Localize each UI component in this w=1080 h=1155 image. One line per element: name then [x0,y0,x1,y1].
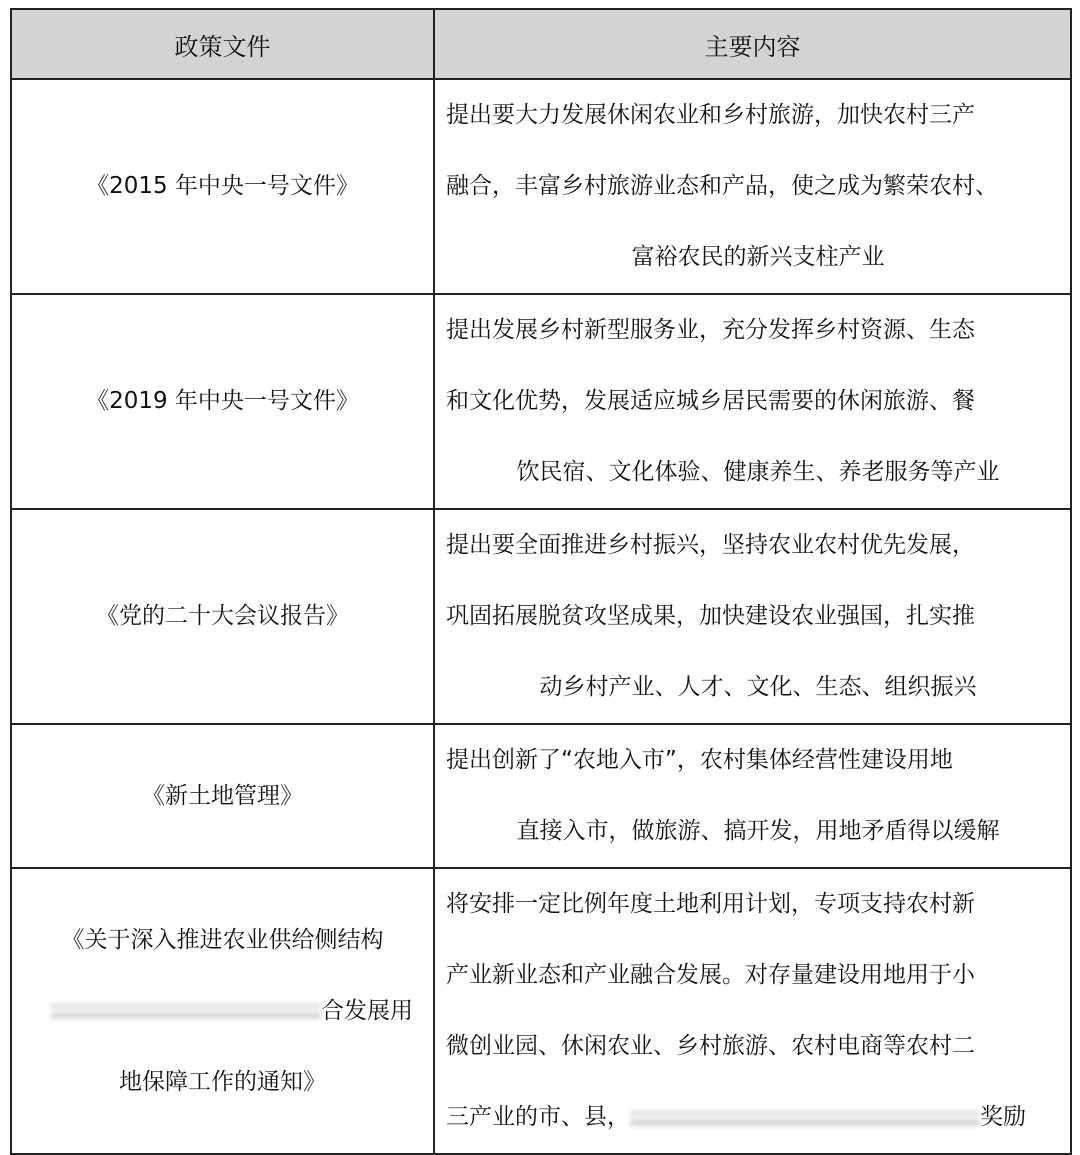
table-row [11,294,1071,509]
content-line: 和文化优势，发展适应城乡居民需要的休闲旅游、餐 [446,388,975,414]
content-line: 微创业园、休闲农业、乡村旅游、农村电商等农村二 [446,1033,975,1059]
content-line: 奖励 [980,1104,1026,1130]
content-line: 产业新业态和产业融合发展。对存量建设用地用于小 [446,962,975,988]
policy-document-cell [11,724,434,868]
content-line: 将安排一定比例年度土地利用计划，专项支持农村新 [446,891,975,917]
main-content-cell [434,294,1071,509]
header-main-content: 主要内容 [434,9,1071,79]
policy-document-name: 《新土地管理》 [142,782,303,809]
policy-document-name: 地保障工作的通知》 [119,1068,326,1095]
main-content-cell [434,724,1071,868]
blurred-text [630,1108,980,1128]
content-line: 融合，丰富乡村旅游业态和产品，使之成为繁荣农村、 [446,173,998,199]
policy-document-cell [11,868,434,1154]
policy-document-cell [11,79,434,294]
policy-document-name: 《2015 年中央一号文件》 [86,173,359,199]
content-line: 动乡村产业、人才、文化、生态、组织振兴 [539,674,977,700]
header-row [11,9,1071,79]
content-line: 直接入市，做旅游、搞开发，用地矛盾得以缓解 [516,818,1000,844]
policy-document-cell [11,294,434,509]
content-line: 提出要全面推进乡村振兴，坚持农业农村优先发展， [446,532,975,558]
table-row [11,509,1071,724]
table-row [11,868,1071,1154]
content-line: 提出创新了“农地入市”，农村集体经营性建设用地 [446,747,953,773]
main-content-cell [434,79,1071,294]
main-content-cell [434,509,1071,724]
content-line: 提出要大力发展休闲农业和乡村旅游，加快农村三产 [446,102,975,128]
table-row [11,724,1071,868]
content-line: 富裕农民的新兴支柱产业 [631,244,885,270]
policy-table [10,8,1072,1155]
main-content-cell [434,868,1071,1154]
blurred-text [51,1001,321,1021]
policy-document-name: 《党的二十大会议报告》 [96,603,349,629]
table-row [11,79,1071,294]
policy-document-name: 合发展用 [321,997,413,1024]
content-line: 饮民宿、文化体验、健康养生、养老服务等产业 [516,459,1000,485]
content-line: 提出发展乡村新型服务业，充分发挥乡村资源、生态 [446,317,975,343]
policy-document-cell [11,509,434,724]
content-line: 三产业的市、县， [446,1104,630,1130]
content-line: 巩固拓展脱贫攻坚成果，加快建设农业强国，扎实推 [446,603,975,629]
policy-document-name: 《2019 年中央一号文件》 [86,388,359,414]
policy-document-name: 《关于深入推进农业供给侧结构 [61,926,384,953]
header-policy-document: 政策文件 [11,9,434,79]
